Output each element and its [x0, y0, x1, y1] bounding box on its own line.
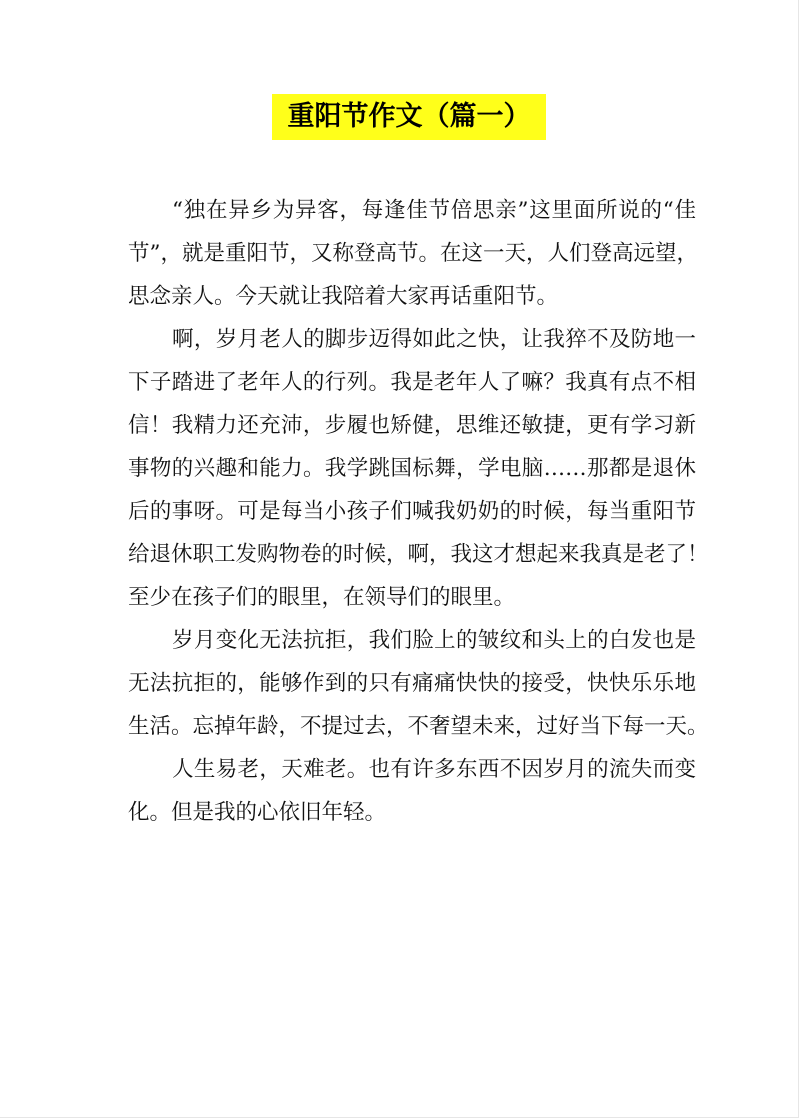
paragraph-1 — [128, 189, 696, 318]
text-line: 事物的兴趣和能力。我学跳国标舞，学电脑……那都是退休 — [128, 456, 696, 481]
text-line: 下子踏进了老年人的行列。我是老年人了嘛？我真有点不相 — [128, 370, 696, 395]
text-line: 无法抗拒的，能够作到的只有痛痛快快的接受，快快乐乐地 — [128, 671, 696, 696]
text-line: 节”，就是重阳节，又称登高节。在这一天，人们登高远望， — [128, 241, 698, 266]
text-line: 思念亲人。今天就让我陪着大家再话重阳节。 — [128, 284, 559, 309]
text-line: 啊，岁月老人的脚步迈得如此之快，让我猝不及防地一 — [172, 327, 696, 352]
document-title: 重阳节作文（篇一） — [272, 94, 546, 140]
text-line: 至少在孩子们的眼里，在领导们的眼里。 — [128, 585, 516, 610]
text-line: 岁月变化无法抗拒，我们脸上的皱纹和头上的白发也是 — [172, 628, 696, 653]
paragraph-4 — [128, 748, 696, 834]
text-line: 生活。忘掉年龄，不提过去，不奢望未来，过好当下每一天。 — [128, 714, 709, 739]
text-line: 信！我精力还充沛，步履也矫健，思维还敏捷，更有学习新 — [128, 413, 696, 438]
text-line: “独在异乡为异客，每逢佳节倍思亲”这里面所说的“佳 — [172, 198, 696, 223]
text-line: 人生易老，天难老。也有许多东西不因岁月的流失而变 — [172, 757, 696, 782]
paragraph-3 — [128, 619, 709, 748]
text-line: 化。但是我的心依旧年轻。 — [128, 800, 387, 825]
text-line: 后的事呀。可是每当小孩子们喊我奶奶的时候，每当重阳节 — [128, 499, 696, 524]
document-body — [128, 189, 709, 834]
text-line: 给退休职工发购物卷的时候，啊，我这才想起来我真是老了！ — [128, 542, 709, 567]
paragraph-2 — [128, 318, 709, 619]
